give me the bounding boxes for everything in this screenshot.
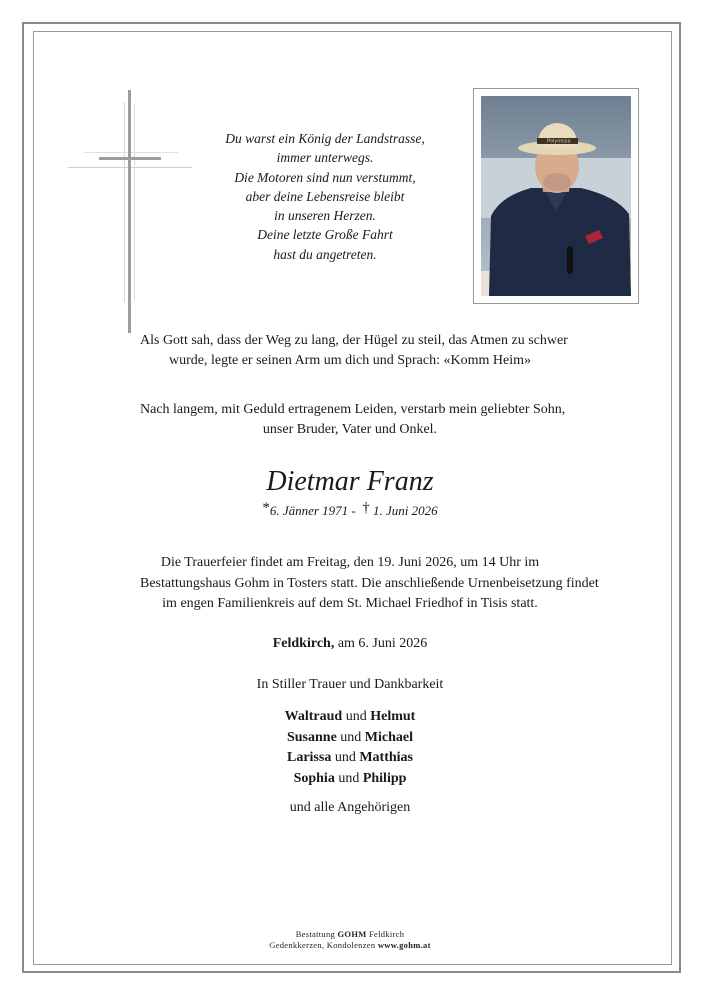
funeral-line: Die Trauerfeier findet am Freitag, den 19. Juni 2026, um 14 Uhr im (160, 555, 540, 570)
death-date: 1. Juni 2026 (373, 503, 438, 518)
place-city: Feldkirch, (272, 636, 335, 651)
poem-line: in unseren Herzen. (274, 208, 376, 224)
footer-line-2: Gedenkkerzen, Kondolenzen www.gohm.at (269, 940, 431, 950)
portrait-photo (481, 96, 631, 296)
death-cross-icon: † (362, 500, 370, 516)
birth-star-icon: * (262, 500, 270, 516)
footer-website-link[interactable]: www.gohm.at (377, 940, 431, 950)
family-row: Susanne und Michael (286, 729, 414, 745)
brand-name: GOHM (337, 929, 367, 939)
poem-line: immer unterwegs. (276, 150, 374, 166)
cross-icon (66, 90, 194, 335)
portrait-frame (473, 88, 639, 304)
poem (200, 129, 450, 264)
place-date-text: am 6. Juni 2026 (337, 636, 428, 651)
deceased-name: Dietmar Franz (266, 466, 434, 497)
announcement-line: unser Bruder, Vater und Onkel. (262, 422, 438, 437)
svg-text:Polynesia: Polynesia (547, 138, 571, 145)
place-date (200, 636, 500, 652)
funeral-text (140, 553, 599, 615)
intro-text (140, 331, 568, 371)
intro-line: Als Gott sah, dass der Weg zu lang, der Hügel zu steil, das Atmen zu schwer (140, 333, 568, 348)
relatives-line: und alle Angehörigen (289, 800, 411, 815)
poem-line: Du warst ein König der Landstrasse, (225, 131, 425, 146)
poem-line: Deine letzte Große Fahrt (257, 227, 393, 243)
footer (200, 929, 500, 951)
birth-date: 6. Jänner 1971 - (269, 503, 356, 518)
announcement-line: Nach langem, mit Geduld ertragenem Leiden, verstarb mein geliebter Sohn, (140, 402, 566, 417)
poem-line: aber deine Lebensreise bleibt (245, 188, 405, 204)
family-row: Sophia und Philipp (293, 770, 407, 786)
announcement-text (140, 400, 566, 440)
funeral-line: im engen Familienkreis auf dem St. Michael Friedhof in Tisis statt. (162, 596, 538, 611)
poem-line: Die Motoren sind nun verstummt, (234, 169, 416, 185)
family-row: Larissa und Matthias (286, 750, 413, 765)
footer-line-1: Bestattung GOHM Feldkirch (295, 929, 405, 939)
funeral-line: Bestattungshaus Gohm in Tosters statt. Die anschließende Urnenbeisetzung findet (140, 575, 599, 591)
mourning-line: In Stiller Trauer und Dankbarkeit (256, 677, 444, 692)
family-row: Waltraud und Helmut (284, 709, 416, 724)
family-list (200, 707, 500, 789)
intro-line: wurde, legte er seinen Arm um dich und Sprach: «Komm Heim» (169, 353, 531, 368)
life-dates (200, 501, 500, 521)
poem-line: hast du angetreten. (273, 246, 377, 262)
